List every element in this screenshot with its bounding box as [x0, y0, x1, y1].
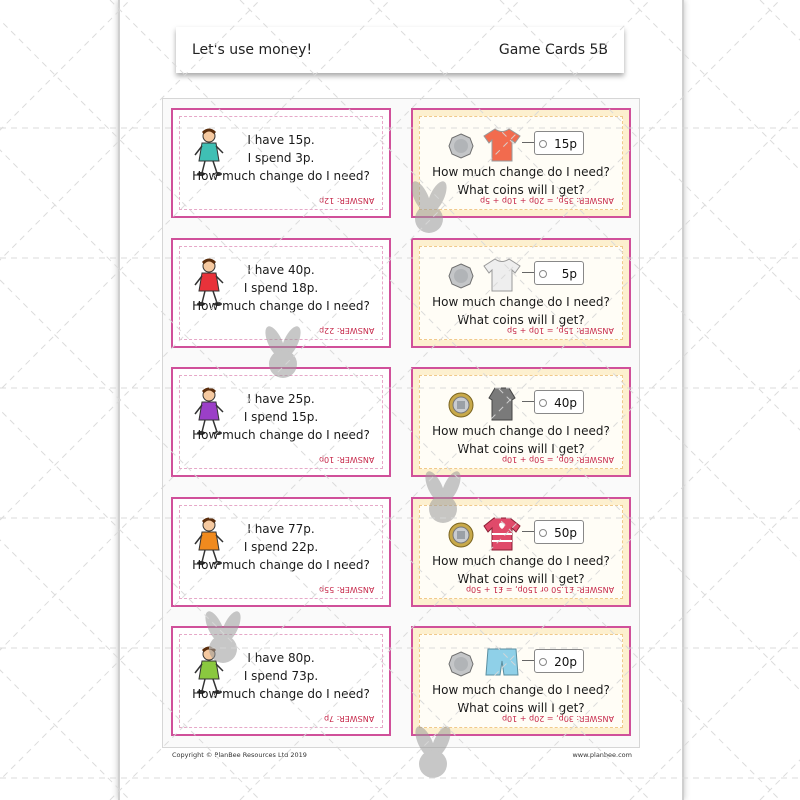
worksheet-page	[118, 0, 684, 800]
question-card	[171, 497, 391, 607]
answer-text: ANSWER: 15p, = 10p + 5p	[507, 325, 614, 335]
question-line: How much change do I need?	[432, 683, 610, 698]
question-line: I have 25p.	[247, 392, 315, 407]
card-question	[420, 422, 622, 458]
tag-string	[522, 401, 534, 402]
bunny-watermark-icon	[193, 609, 253, 673]
bunny-watermark-icon	[413, 469, 473, 533]
answer-text: ANSWER: £1.50 or 150p, = £1 + 50p	[465, 584, 614, 594]
clothing-icon	[482, 643, 522, 681]
right-card-cell	[403, 358, 639, 486]
answer-text: ANSWER: 22p	[318, 325, 374, 335]
question-line: I have 15p.	[247, 133, 315, 147]
card-question	[180, 261, 382, 315]
card-inner-border	[179, 505, 383, 599]
card-question	[180, 131, 382, 185]
price-tag: 40p	[534, 390, 584, 414]
clothing-icon	[482, 125, 522, 163]
answer-text: ANSWER: 55p	[318, 584, 374, 594]
question-line: I have 40p.	[247, 262, 315, 277]
question-line: How much change do I need?	[432, 165, 610, 179]
bunny-watermark-icon	[403, 724, 463, 788]
card-inner-border	[419, 634, 623, 728]
card-inner-border	[419, 375, 623, 469]
card-inner-border	[179, 116, 383, 210]
coin-icon	[448, 651, 474, 677]
tag-string	[522, 142, 534, 143]
question-line: How much change do I need?	[192, 298, 370, 313]
clothing-icon	[482, 384, 522, 422]
price-tag: 5p	[534, 261, 584, 285]
question-line: How much change do I need?	[192, 687, 370, 702]
tag-string	[522, 531, 534, 532]
question-line: I spend 3p.	[247, 151, 315, 165]
question-line: How much change do I need?	[192, 169, 370, 183]
bunny-watermark-icon	[399, 179, 459, 243]
question-line: What coins will I get?	[457, 442, 585, 457]
question-line: I spend 15p.	[243, 410, 319, 425]
card-inner-border	[419, 246, 623, 340]
question-line: I have 77p.	[247, 521, 315, 536]
answer-text: ANSWER: 12p	[318, 196, 374, 205]
shopping-card	[411, 238, 631, 348]
card-inner-border	[179, 375, 383, 469]
website-link[interactable]: www.planbee.com	[572, 751, 632, 759]
question-line: I have 80p.	[247, 651, 315, 666]
question-line: I spend 22p.	[243, 539, 319, 554]
question-line: How much change do I need?	[432, 424, 610, 439]
answer-text: ANSWER: 60p, = 50p + 10p	[502, 455, 614, 465]
card-question	[420, 552, 622, 588]
tag-string	[522, 660, 534, 661]
question-line: What coins will I get?	[457, 701, 585, 716]
card-question	[420, 681, 622, 717]
tag-string	[522, 272, 534, 273]
question-line: I spend 18p.	[243, 280, 319, 295]
card-question	[180, 390, 382, 444]
answer-text: ANSWER: 10p	[318, 455, 374, 465]
question-line: How much change do I need?	[432, 294, 610, 309]
clothing-icon	[482, 514, 522, 552]
question-line: How much change do I need?	[192, 557, 370, 572]
shopping-card	[411, 367, 631, 477]
price-tag: 20p	[534, 649, 584, 673]
question-line: What coins will I get?	[457, 571, 585, 586]
answer-text: ANSWER: 30p, = 20p + 10p	[502, 714, 614, 724]
question-line: What coins will I get?	[457, 312, 585, 327]
left-card-cell	[163, 488, 399, 616]
bunny-watermark-icon	[253, 324, 313, 388]
coin-icon	[448, 392, 474, 418]
card-question	[420, 293, 622, 329]
clothing-icon	[482, 255, 522, 293]
question-card	[171, 108, 391, 218]
right-card-cell	[403, 229, 639, 357]
question-line: I spend 73p.	[243, 669, 319, 684]
header-card-set: Game Cards 5B	[498, 42, 608, 58]
card-grid	[162, 98, 640, 748]
question-line: How much change do I need?	[432, 553, 610, 568]
answer-text: ANSWER: 35p, = 20p + 10p + 5p	[480, 196, 614, 205]
shopping-card	[411, 626, 631, 736]
page-header	[176, 27, 624, 73]
header-title: Let's use money!	[192, 42, 313, 58]
card-question	[180, 520, 382, 574]
price-tag: 15p	[534, 131, 584, 155]
question-line: What coins will I get?	[457, 183, 585, 197]
answer-text: ANSWER: 7p	[323, 714, 374, 724]
price-tag: 50p	[534, 520, 584, 544]
coin-icon	[448, 263, 474, 289]
coin-icon	[448, 133, 474, 159]
left-card-cell	[163, 99, 399, 227]
copyright-notice: Copyright © PlanBee Resources Ltd 2019	[172, 751, 307, 759]
question-line: How much change do I need?	[192, 428, 370, 443]
